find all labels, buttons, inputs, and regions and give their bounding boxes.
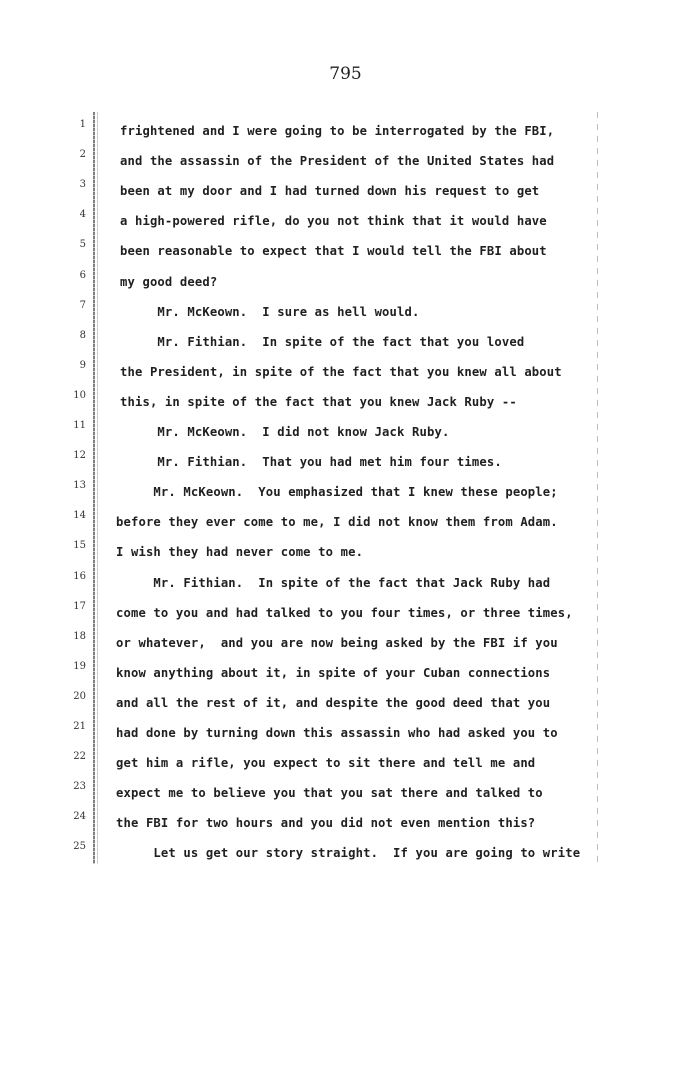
line-number: 25 (73, 841, 86, 852)
transcript-line: Mr. McKeown. You emphasized that I knew these people; (116, 485, 558, 499)
line-number: 8 (79, 330, 86, 341)
page-number: 795 (329, 64, 362, 84)
transcript-line: the FBI for two hours and you did not even mention this? (116, 816, 536, 830)
line-number: 10 (73, 390, 86, 401)
transcript-line: or whatever, and you are now being asked by the FBI if you (116, 636, 558, 650)
line-number: 12 (73, 450, 86, 461)
line-number: 20 (73, 691, 86, 702)
transcript-line: Mr. Fithian. In spite of the fact that Jack Ruby had (116, 576, 551, 590)
line-number: 16 (73, 571, 86, 582)
line-number: 15 (73, 540, 86, 551)
line-number: 11 (73, 420, 86, 431)
transcript-line: and all the rest of it, and despite the good deed that you (116, 696, 551, 710)
line-number: 7 (79, 300, 86, 311)
transcript-line: been at my door and I had turned down his request to get (120, 184, 540, 198)
line-number: 2 (79, 149, 86, 160)
transcript-line: get him a rifle, you expect to sit there and tell me and (116, 756, 536, 770)
line-number: 3 (79, 179, 86, 190)
left-margin-rule (93, 112, 95, 864)
transcript-line: before they ever come to me, I did not know them from Adam. (116, 515, 558, 529)
line-number: 21 (73, 721, 86, 732)
right-margin-rule (597, 112, 598, 864)
line-number: 24 (73, 811, 86, 822)
line-number: 19 (73, 661, 86, 672)
transcript-line: this, in spite of the fact that you knew Jack Ruby -- (120, 395, 517, 409)
line-number: 23 (73, 781, 86, 792)
transcript-line: know anything about it, in spite of your Cuban connections (116, 666, 551, 680)
line-number: 13 (73, 480, 86, 491)
line-number: 18 (73, 631, 86, 642)
transcript-line: had done by turning down this assassin who had asked you to (116, 726, 558, 740)
left-margin-rule-inner (97, 112, 98, 864)
transcript-line: been reasonable to expect that I would tell the FBI about (120, 244, 547, 258)
transcript-line: frightened and I were going to be interrogated by the FBI, (120, 124, 555, 138)
line-number: 6 (79, 270, 86, 281)
line-number: 22 (73, 751, 86, 762)
transcript-line: come to you and had talked to you four times, or three times, (116, 606, 573, 620)
transcript-line: my good deed? (120, 275, 218, 289)
line-number: 1 (79, 119, 86, 130)
transcript-line: the President, in spite of the fact that you knew all about (120, 365, 562, 379)
line-number: 5 (79, 239, 86, 250)
transcript-line: Mr. McKeown. I did not know Jack Ruby. (120, 425, 450, 439)
transcript-line: Mr. Fithian. In spite of the fact that you loved (120, 335, 525, 349)
line-number: 17 (73, 601, 86, 612)
transcript-line: a high-powered rifle, do you not think that it would have (120, 214, 547, 228)
line-number: 14 (73, 510, 86, 521)
line-number: 4 (79, 209, 86, 220)
transcript-line: and the assassin of the President of the United States had (120, 154, 555, 168)
transcript-line: expect me to believe you that you sat there and talked to (116, 786, 543, 800)
transcript-line: Let us get our story straight. If you are going to write (116, 846, 581, 860)
transcript-line: I wish they had never come to me. (116, 545, 364, 559)
line-number: 9 (79, 360, 86, 371)
transcript-line: Mr. Fithian. That you had met him four times. (120, 455, 502, 469)
transcript-line: Mr. McKeown. I sure as hell would. (120, 305, 420, 319)
